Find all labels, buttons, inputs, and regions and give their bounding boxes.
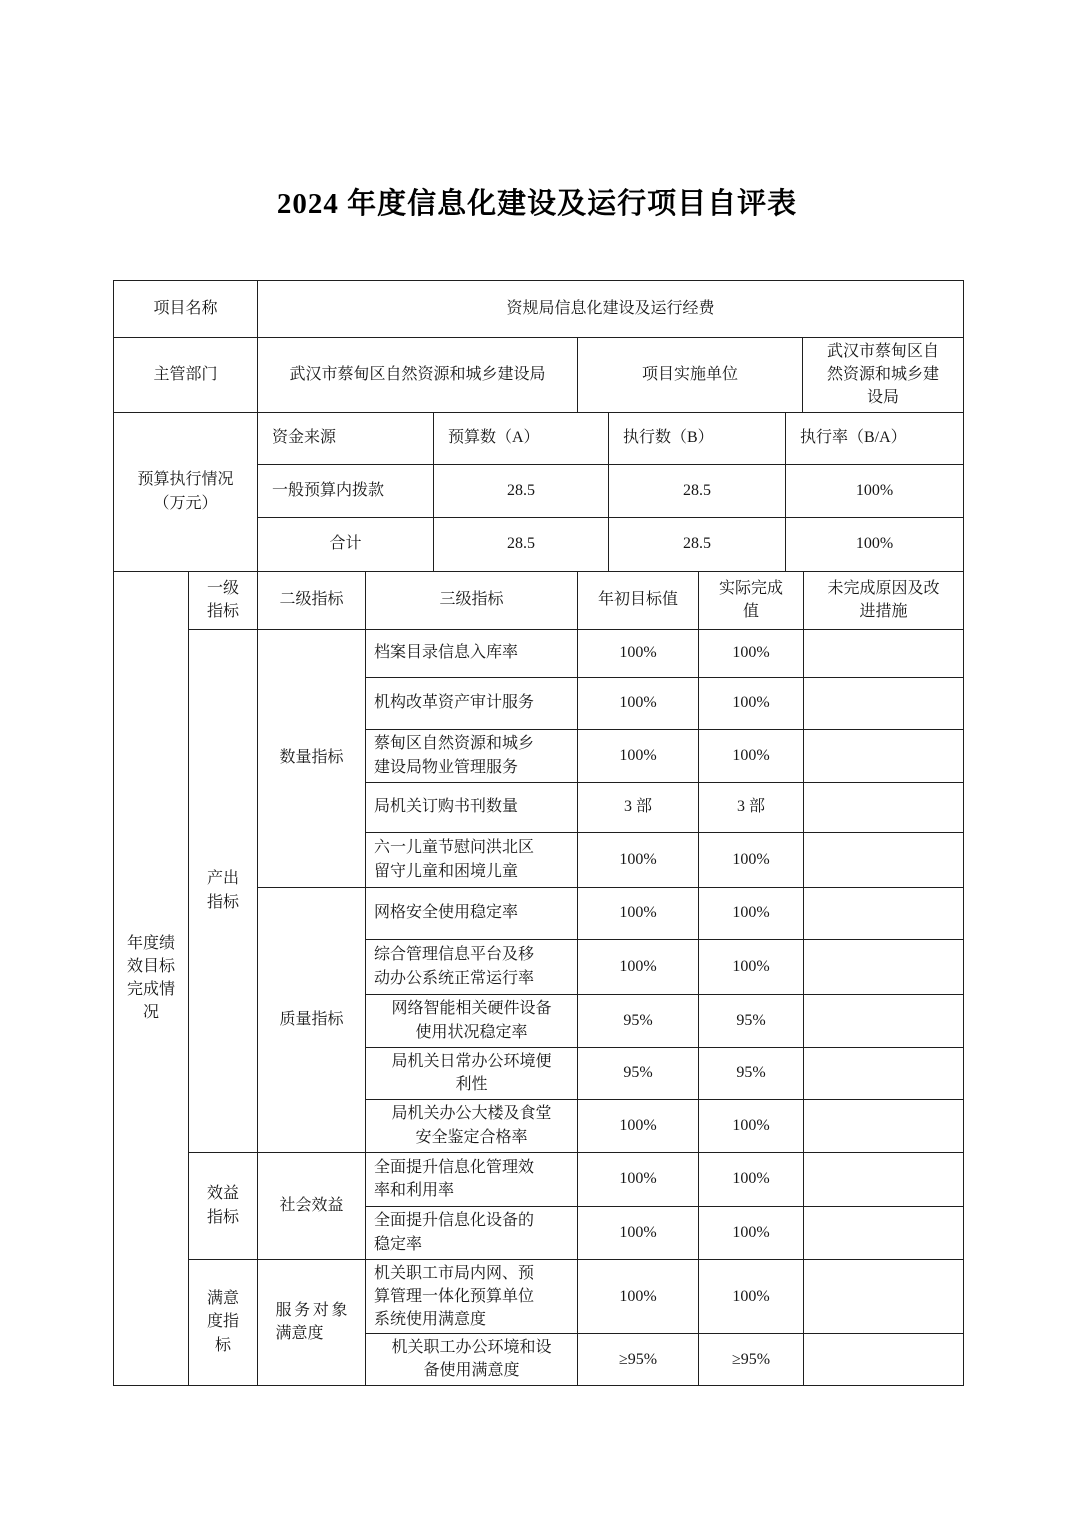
funding-source-header-cell: 资金来源 bbox=[258, 412, 434, 464]
department-label-cell: 主管部门 bbox=[114, 338, 258, 413]
level2-quantity-cell: 数量指标 bbox=[258, 629, 366, 887]
reason-cell bbox=[804, 677, 964, 729]
actual-value-cell: 100% bbox=[699, 1206, 804, 1259]
level3-indicator-cell: 机关职工市局内网、预算管理一体化预算单位系统使用满意度 bbox=[366, 1259, 578, 1334]
level1-satisfaction-cell: 满意度指标 bbox=[189, 1259, 258, 1385]
execution-rate-cell: 100% bbox=[786, 517, 964, 571]
level3-indicator-cell: 局机关办公大楼及食堂安全鉴定合格率 bbox=[366, 1099, 578, 1152]
level3-indicator-cell: 全面提升信息化管理效率和利用率 bbox=[366, 1152, 578, 1206]
target-value-cell: 100% bbox=[578, 1099, 699, 1152]
reason-cell bbox=[804, 1259, 964, 1334]
actual-value-cell: 100% bbox=[699, 1152, 804, 1206]
performance-table bbox=[113, 571, 964, 1386]
funding-source-cell: 合计 bbox=[258, 517, 434, 571]
level3-indicator-cell: 全面提升信息化设备的稳定率 bbox=[366, 1206, 578, 1259]
level3-indicator-cell: 机构改革资产审计服务 bbox=[366, 677, 578, 729]
actual-value-cell: 95% bbox=[699, 1047, 804, 1099]
executed-amount-header-cell: 执行数（B） bbox=[609, 412, 786, 464]
budget-amount-cell: 28.5 bbox=[434, 464, 609, 517]
indicator-row bbox=[114, 1259, 964, 1334]
reason-cell bbox=[804, 832, 964, 887]
performance-header-row bbox=[114, 571, 964, 629]
actual-value-cell: 100% bbox=[699, 939, 804, 994]
level1-output-cell: 产出指标 bbox=[189, 629, 258, 1152]
executed-amount-cell: 28.5 bbox=[609, 464, 786, 517]
target-value-cell: 100% bbox=[578, 1259, 699, 1334]
performance-section-label-cell: 年度绩效目标完成情况 bbox=[114, 571, 189, 1385]
form-tables bbox=[113, 280, 963, 1386]
budget-amount-cell: 28.5 bbox=[434, 517, 609, 571]
reason-cell bbox=[804, 1206, 964, 1259]
indicator-row bbox=[114, 1152, 964, 1206]
level2-service-cell: 服务对象满意度 bbox=[258, 1259, 366, 1385]
target-value-cell: 100% bbox=[578, 729, 699, 782]
reason-cell bbox=[804, 1152, 964, 1206]
budget-table bbox=[113, 412, 964, 572]
actual-value-cell: 100% bbox=[699, 629, 804, 677]
implement-unit-label-cell: 项目实施单位 bbox=[578, 338, 803, 413]
target-value-cell: ≥95% bbox=[578, 1334, 699, 1385]
target-value-cell: 100% bbox=[578, 832, 699, 887]
level3-indicator-cell: 机关职工办公环境和设备使用满意度 bbox=[366, 1334, 578, 1385]
project-name-row bbox=[114, 281, 964, 338]
target-value-cell: 100% bbox=[578, 887, 699, 939]
level3-indicator-cell: 局机关订购书刊数量 bbox=[366, 782, 578, 832]
funding-source-cell: 一般预算内拨款 bbox=[258, 464, 434, 517]
executed-amount-cell: 28.5 bbox=[609, 517, 786, 571]
department-row bbox=[114, 338, 964, 413]
reason-cell bbox=[804, 1334, 964, 1385]
reason-cell bbox=[804, 782, 964, 832]
level1-header-cell: 一级指标 bbox=[189, 571, 258, 629]
project-name-value-cell: 资规局信息化建设及运行经费 bbox=[258, 281, 964, 338]
reason-cell bbox=[804, 887, 964, 939]
reason-header-cell: 未完成原因及改进措施 bbox=[804, 571, 964, 629]
target-value-cell: 100% bbox=[578, 629, 699, 677]
reason-cell bbox=[804, 729, 964, 782]
actual-value-cell: ≥95% bbox=[699, 1334, 804, 1385]
level2-social-cell: 社会效益 bbox=[258, 1152, 366, 1259]
reason-cell bbox=[804, 1099, 964, 1152]
execution-rate-header-cell: 执行率（B/A） bbox=[786, 412, 964, 464]
level3-indicator-cell: 网络智能相关硬件设备使用状况稳定率 bbox=[366, 994, 578, 1047]
level1-benefit-cell: 效益指标 bbox=[189, 1152, 258, 1259]
target-value-cell: 100% bbox=[578, 939, 699, 994]
level2-quality-cell: 质量指标 bbox=[258, 887, 366, 1152]
actual-value-cell: 100% bbox=[699, 832, 804, 887]
target-value-cell: 100% bbox=[578, 677, 699, 729]
level3-indicator-cell: 蔡甸区自然资源和城乡建设局物业管理服务 bbox=[366, 729, 578, 782]
actual-value-cell: 100% bbox=[699, 729, 804, 782]
reason-cell bbox=[804, 939, 964, 994]
department-value-cell: 武汉市蔡甸区自然资源和城乡建设局 bbox=[258, 338, 578, 413]
level3-indicator-cell: 六一儿童节慰问洪北区留守儿童和困境儿童 bbox=[366, 832, 578, 887]
level3-indicator-cell: 综合管理信息平台及移动办公系统正常运行率 bbox=[366, 939, 578, 994]
level3-indicator-cell: 网格安全使用稳定率 bbox=[366, 887, 578, 939]
project-name-label-cell: 项目名称 bbox=[114, 281, 258, 338]
actual-value-cell: 100% bbox=[699, 1099, 804, 1152]
budget-header-row bbox=[114, 412, 964, 464]
target-value-cell: 3 部 bbox=[578, 782, 699, 832]
level2-header-cell: 二级指标 bbox=[258, 571, 366, 629]
reason-cell bbox=[804, 994, 964, 1047]
indicator-row bbox=[114, 629, 964, 677]
actual-header-cell: 实际完成值 bbox=[699, 571, 804, 629]
reason-cell bbox=[804, 629, 964, 677]
actual-value-cell: 95% bbox=[699, 994, 804, 1047]
target-header-cell: 年初目标值 bbox=[578, 571, 699, 629]
level3-indicator-cell: 档案目录信息入库率 bbox=[366, 629, 578, 677]
execution-rate-cell: 100% bbox=[786, 464, 964, 517]
budget-amount-header-cell: 预算数（A） bbox=[434, 412, 609, 464]
target-value-cell: 100% bbox=[578, 1152, 699, 1206]
actual-value-cell: 100% bbox=[699, 677, 804, 729]
level3-header-cell: 三级指标 bbox=[366, 571, 578, 629]
actual-value-cell: 100% bbox=[699, 887, 804, 939]
basic-info-table bbox=[113, 280, 964, 413]
target-value-cell: 95% bbox=[578, 1047, 699, 1099]
reason-cell bbox=[804, 1047, 964, 1099]
actual-value-cell: 100% bbox=[699, 1259, 804, 1334]
target-value-cell: 95% bbox=[578, 994, 699, 1047]
actual-value-cell: 3 部 bbox=[699, 782, 804, 832]
form-title: 2024 年度信息化建设及运行项目自评表 bbox=[276, 188, 798, 220]
target-value-cell: 100% bbox=[578, 1206, 699, 1259]
implement-unit-value-cell: 武汉市蔡甸区自然资源和城乡建设局 bbox=[803, 338, 964, 413]
budget-section-label-cell: 预算执行情况（万元） bbox=[114, 412, 258, 571]
level3-indicator-cell: 局机关日常办公环境便利性 bbox=[366, 1047, 578, 1099]
